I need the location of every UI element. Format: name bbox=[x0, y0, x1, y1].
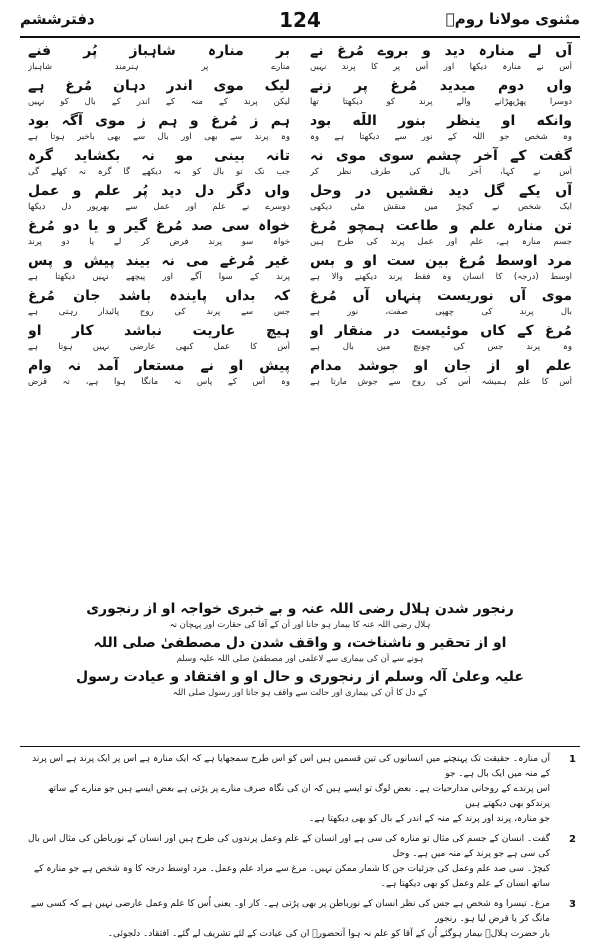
couplet-row bbox=[28, 112, 290, 147]
verse-line: مرد اوسط مُرغ بین ست او و بس bbox=[310, 253, 572, 269]
footnote bbox=[24, 897, 576, 942]
verse-line: آں یکے گل دید نقشیں در وحل bbox=[310, 183, 572, 199]
verse-line: تانہ بینی مو نہ بکشاید گرہ bbox=[28, 148, 290, 164]
footnote-line: آں منارہ۔ حقیقت تک پہنچنے میں انسانوں کی تین قسمیں ہیں اس کو اس طرح سمجھایا ہے کہ ایک منارہ ہے اس پر ایک پرند ہے اس پرند کے منہ میں ایک بال ہے۔ جو bbox=[32, 754, 550, 779]
footnote bbox=[24, 832, 576, 892]
heading-line: علیہ وعلیٰ آلہ وسلم از رنجوری و حال او و افتقاد و عیادت رسول bbox=[76, 669, 524, 685]
verse-line: وانکه او ینظر بنور اللّٰه بود bbox=[310, 113, 572, 129]
verse-line: ہم ز مُرغ و ہم ز موی آگہ بود bbox=[28, 113, 290, 129]
left-column bbox=[28, 42, 290, 392]
page-header bbox=[20, 8, 580, 36]
verse-line: تن منارہ علم و طاعت ہمچو مُرغ bbox=[310, 218, 572, 234]
translation-line: دوسرے نے علم اور عمل سے بھرپور دل دیکھا bbox=[28, 202, 290, 212]
verse-line: بر منارہ شاہباز پُر فنے bbox=[28, 43, 290, 59]
verse-line: موی آں نوریست پنہاں آں مُرغ bbox=[310, 288, 572, 304]
couplet-row bbox=[28, 252, 290, 287]
couplet-row bbox=[310, 357, 572, 392]
footnote-line: بار حضرت ہلالؓ بیمار ہوگئے اُن کے آقا کو علم نہ ہوا آنحضورؐ ان کی عیادت کے لئے تشریف لے گئے۔ افتقاد۔ دلجوئی۔ bbox=[107, 929, 550, 939]
couplet-row bbox=[28, 217, 290, 252]
couplet-row bbox=[28, 357, 290, 392]
translation-line: پرند کے سوا آگے اور پیچھے نہیں دیکھتا ہے bbox=[28, 272, 290, 282]
couplet-row bbox=[28, 42, 290, 77]
heading-translation: ہلال رضی اللہ عنہ کا بیمار ہو جانا اور اُن کے آقا کی حقارت اور پہچان نہ bbox=[169, 620, 431, 630]
footnotes bbox=[24, 752, 576, 947]
translation-line: جس سے پرند کی روح پائیدار رہتی ہے bbox=[28, 307, 290, 317]
translation-line: لیکن پرند کے منہ کے اندر کے بال کو نہیں bbox=[28, 97, 290, 107]
couplet-row bbox=[310, 252, 572, 287]
translation-line: منارے پر ہنرمند شاہباز bbox=[28, 62, 290, 72]
couplet-row bbox=[310, 287, 572, 322]
translation-line: اُس کا عمل کبھی عارضی نہیں ہوتا ہے bbox=[28, 342, 290, 352]
footnote-marker: 2 bbox=[569, 834, 576, 845]
verse-line: لیک موی اندر دہان مُرغ ہے bbox=[28, 78, 290, 94]
couplet-row bbox=[310, 77, 572, 112]
running-title-right: مثنوی مولانا رومؒ bbox=[445, 10, 580, 28]
footnote-line: کیچڑ۔ سی صد علم وعمل کی جزئیات جن کا شمار ممکن نہیں۔ مرغ سے مراد علم وعمل۔ مرد اوسط درجہ کا وہ شخص ہے جو منارہ کے ساتھ انسان کے علم وعمل کو بھی دیکھتا ہے۔ bbox=[33, 864, 550, 889]
couplet-row bbox=[310, 217, 572, 252]
translation-line: وہ پرند جس کی چونچ میں بال ہے bbox=[310, 342, 572, 352]
couplet-row bbox=[28, 322, 290, 357]
footnote-line: اس پرندے کے روحانی مدارحیات ہے۔ بعض لوگ تو ایسے ہیں کہ ان کی نگاہ صرف منارے پر پڑتی ہے بعض ایسے ہیں جو منارے کے ساتھ پرندکو بھی دیکھتے ہیں bbox=[47, 784, 550, 809]
footnote-rule bbox=[20, 746, 580, 747]
right-column bbox=[310, 42, 572, 392]
footnote-line: مرغ۔ تیسرا وہ شخص ہے جس کی نظر انسان کے نورباطن پر بھی پڑتی ہے۔ کار او۔ یعنی اُس کا علم وعمل عارضی نہیں ہے کہ کسی سے مانگ کر یا قرض لیا ہو۔ رنجور bbox=[30, 899, 550, 924]
translation-line: جب تک تو بال کو نہ دیکھے گا گرہ نہ کھلے گی bbox=[28, 167, 290, 177]
heading-row bbox=[50, 668, 550, 702]
translation-line: اُس نے منارہ دیکھا اور اُس پر کا پرند نہیں bbox=[310, 62, 572, 72]
heading-line: رنجور شدن ہلال رضی اللہ عنہ و بے خبری خواجہ او از رنجوری bbox=[86, 601, 514, 617]
footnote-line: جو منارہ، پرند اور پرند کے منہ کے اندر کے بال کو بھی دیکھتا ہے۔ bbox=[308, 814, 550, 824]
section-heading-block bbox=[50, 600, 550, 702]
heading-row bbox=[50, 634, 550, 668]
couplet-row bbox=[28, 147, 290, 182]
verse-line: آں لے منارہ دید و بروے مُرغ نے bbox=[310, 43, 572, 59]
couplet-row bbox=[310, 322, 572, 357]
translation-line: اُس کا علم ہمیشہ اُس کی روح سے جوش مارتا ہے bbox=[310, 377, 572, 387]
footnote bbox=[24, 752, 576, 827]
translation-line: دوسرا پھڑپھڑانے والے پرند کو دیکھتا تھا bbox=[310, 97, 572, 107]
couplet-row bbox=[28, 77, 290, 112]
heading-translation: کے دل کا اُن کی بیماری اور حالت سے واقف ہو جانا اور رسول صلی اللہ bbox=[172, 688, 428, 698]
couplet-row bbox=[310, 112, 572, 147]
heading-line: او از تحقیر و ناشناخت، و واقف شدن دل مصطفیٰ صلی اللہ bbox=[93, 635, 507, 651]
verse-line: علم او از جان او جوشد مدام bbox=[310, 358, 572, 374]
translation-line: وہ شخص جو اللہ کے نور سے دیکھتا ہے وہ bbox=[310, 132, 572, 142]
page-number: 124 bbox=[279, 8, 321, 32]
header-rule bbox=[20, 36, 580, 38]
verse-line: غیر مُرغے می نہ بیند پیش و پس bbox=[28, 253, 290, 269]
verse-line: کہ بداں پایندہ باشد جان مُرغ bbox=[28, 288, 290, 304]
footnote-marker: 1 bbox=[569, 754, 576, 765]
translation-line: ایک شخص نے کیچڑ میں منقش مٹی دیکھی bbox=[310, 202, 572, 212]
couplet-row bbox=[310, 147, 572, 182]
translation-line: اوسط (درجہ) کا انسان وہ فقط پرند دیکھنے والا ہے bbox=[310, 272, 572, 282]
couplet-row bbox=[310, 42, 572, 77]
running-title-left: دفترششم bbox=[20, 10, 95, 28]
couplet-columns bbox=[28, 42, 572, 602]
couplet-row bbox=[28, 287, 290, 322]
translation-line: بال پرند کی چھپی صفت، نور ہے bbox=[310, 307, 572, 317]
heading-row bbox=[50, 600, 550, 634]
translation-line: وہ اُس کے پاس نہ مانگا ہوا ہے، نہ قرض bbox=[28, 377, 290, 387]
verse-line: ہیچ عاریت نباشد کار او bbox=[28, 323, 290, 339]
footnote-line: گفت۔ انسان کے جسم کی مثال تو منارہ کی سی ہے اور انسان کے علم وعمل پرندوں کی طرح ہیں اور انسان کے نورباطن کی مثال اس بال کی سی ہے جو پرند کے منہ میں ہے۔ وحل bbox=[28, 834, 550, 859]
footnote-marker: 3 bbox=[569, 899, 576, 910]
couplet-row bbox=[310, 182, 572, 217]
translation-line: جسم منارہ ہے، علم اور عمل پرند کی طرح ہیں bbox=[310, 237, 572, 247]
verse-line: مُرغ کے کاں موئیست در منقار او bbox=[310, 323, 572, 339]
translation-line: وہ پرند سے بھی اور بال سے بھی باخبر ہوتا ہے bbox=[28, 132, 290, 142]
heading-translation: ہونے سے اُن کی بیماری سے لاعلمی اور مصطفیٰ صلی اللہ علیہ وسلم bbox=[176, 654, 424, 664]
translation-line: اُس نے کہا، آخر بال کی طرف نظر کر bbox=[310, 167, 572, 177]
verse-line: واں دگر دل دید پُر علم و عمل bbox=[28, 183, 290, 199]
translation-line: خواہ سو پرند فرض کر لے یا دو پرند bbox=[28, 237, 290, 247]
verse-line: واں دوم میدید مُرغ پر زنے bbox=[310, 78, 572, 94]
verse-line: خواہ سی صد مُرغ گیر و یا دو مُرغ bbox=[28, 218, 290, 234]
verse-line: گفت کے آخر چشم سوی موی نہ bbox=[310, 148, 572, 164]
verse-line: پیش او نے مستعار آمد نہ وام bbox=[28, 358, 290, 374]
couplet-row bbox=[28, 182, 290, 217]
